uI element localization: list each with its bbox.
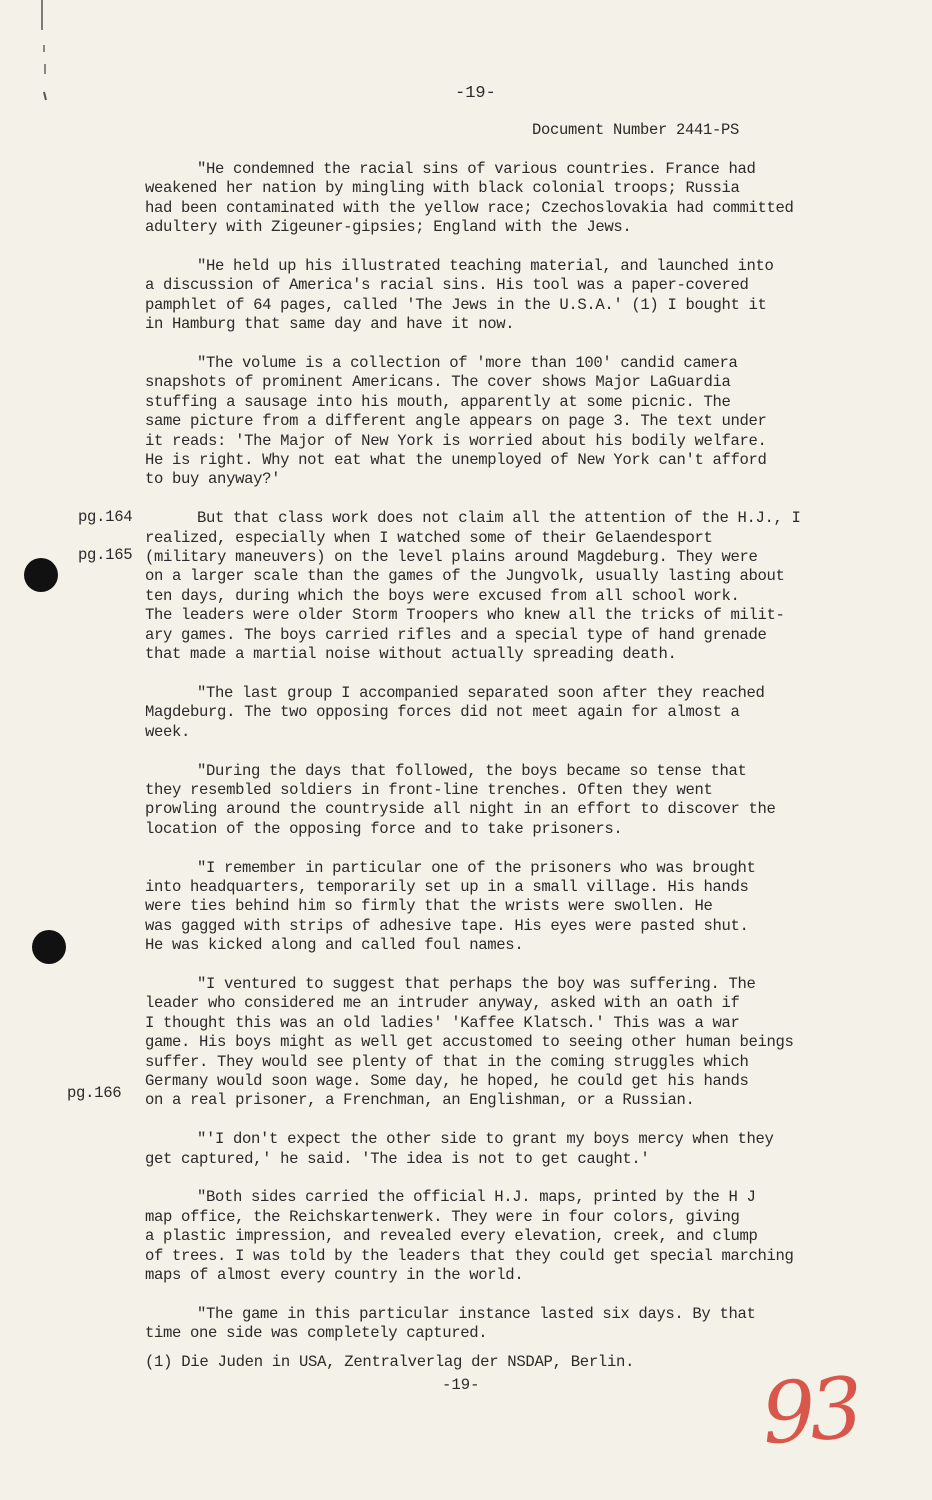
text-line: game. His boys might as well get accustomed to seeing other human beings (145, 1033, 794, 1052)
text-line: He is right. Why not eat what the unemployed of New York can't afford (145, 451, 767, 470)
text-line: get captured,' he said. 'The idea is not to get caught.' (145, 1149, 650, 1168)
text-line: snapshots of prominent Americans. The cover shows Major LaGuardia (145, 373, 731, 392)
text-line: "He condemned the racial sins of various countries. France had (197, 160, 756, 178)
text-line: Germany would soon wage. Some day, he hoped, he could get his hands (145, 1071, 749, 1090)
paragraph-9 (145, 1130, 857, 1169)
text-line: "The last group I accompanied separated soon after they reached (197, 683, 765, 702)
text-line: weakened her nation by mingling with black colonial troops; Russia (145, 179, 740, 198)
text-line: But that class work does not claim all the attention of the H.J., I (197, 509, 801, 528)
paragraph-2 (145, 257, 857, 335)
page-number-top: -19- (455, 84, 496, 103)
text-line: location of the opposing force and to take prisoners. (145, 819, 623, 838)
text-line: prowling around the countryside all night in an effort to discover the (145, 800, 776, 819)
edge-marks (38, 0, 52, 130)
text-line: to buy anyway?' (145, 470, 281, 489)
body-text (145, 160, 857, 1363)
text-line: The leaders were older Storm Troopers who knew all the tricks of milit- (145, 606, 785, 625)
text-line: on a real prisoner, a Frenchman, an Englishman, or a Russian. (145, 1091, 695, 1110)
page-number-bottom: -19- (442, 1376, 480, 1394)
text-line: ten days, during which the boys were excused from all school work. (145, 586, 740, 605)
text-line: "The volume is a collection of 'more than 100' candid camera (197, 354, 738, 373)
paragraph-8 (145, 975, 857, 1111)
text-line: of trees. I was told by the leaders that they could get special marching (145, 1246, 794, 1265)
text-line: "During the days that followed, the boys became so tense that (197, 761, 747, 780)
text-line: week. (145, 722, 191, 741)
punch-hole (32, 930, 66, 964)
text-line: "He held up his illustrated teaching material, and launched into (197, 257, 774, 276)
text-line: He was kicked along and called foul names. (145, 936, 524, 955)
text-line: that made a martial noise without actually spreading death. (145, 645, 677, 664)
paragraph-10 (145, 1188, 857, 1285)
text-line: Magdeburg. The two opposing forces did not meet again for almost a (145, 703, 740, 722)
text-line: pamphlet of 64 pages, called 'The Jews in the U.S.A.' (1) I bought it (145, 295, 767, 314)
text-line: was gagged with strips of adhesive tape. His eyes were pasted shut. (145, 916, 749, 935)
margin-ref-pg164: pg.164 (78, 508, 133, 526)
text-line: "Both sides carried the official H.J. maps, printed by the H J (197, 1188, 756, 1207)
text-line: (military maneuvers) on the level plains around Magdeburg. They were (145, 548, 758, 567)
text-line: were ties behind him so firmly that the wrists were swollen. He (145, 897, 713, 916)
text-line: "The game in this particular instance lasted six days. By that (197, 1304, 756, 1323)
text-line: on a larger scale than the games of the Jungvolk, usually lasting about (145, 567, 785, 586)
footnote: (1) Die Juden in USA, Zentralverlag der NSDAP, Berlin. (145, 1353, 635, 1371)
text-line: it reads: 'The Major of New York is worried about his bodily welfare. (145, 431, 767, 450)
text-line: same picture from a different angle appears on page 3. The text under (145, 412, 767, 431)
text-line: "'I don't expect the other side to grant my boys mercy when they (197, 1130, 774, 1149)
paragraph-3 (145, 354, 857, 490)
paragraph-7 (145, 859, 857, 956)
text-line: in Hamburg that same day and have it now. (145, 315, 515, 334)
paragraph-5 (145, 684, 857, 742)
text-line: a plastic impression, and revealed every elevation, creek, and clump (145, 1227, 758, 1246)
document-number: Document Number 2441-PS (532, 121, 740, 139)
paragraph-1 (145, 160, 857, 238)
text-line: maps of almost every country in the world. (145, 1266, 524, 1285)
text-line: "I ventured to suggest that perhaps the boy was suffering. The (197, 974, 756, 993)
text-line: they resembled soldiers in front-line trenches. Often they went (145, 780, 713, 799)
text-line: I thought this was an old ladies' 'Kaffee Klatsch.' This was a war (145, 1013, 740, 1032)
margin-ref-pg166: pg.166 (67, 1084, 122, 1102)
paragraph-4 (145, 509, 857, 664)
text-line: realized, especially when I watched some of their Gelaendesport (145, 528, 713, 547)
text-line: had been contaminated with the yellow race; Czechoslovakia had committed (145, 198, 794, 217)
handwritten-page-number: 93 (758, 1358, 861, 1464)
paragraph-6 (145, 762, 857, 840)
punch-hole (24, 558, 58, 592)
text-line: leader who considered me an intruder anyway, asked with an oath if (145, 994, 740, 1013)
text-line: "I remember in particular one of the prisoners who was brought (197, 858, 756, 877)
margin-ref-pg165: pg.165 (78, 546, 133, 564)
text-line: adultery with Zigeuner-gipsies; England with the Jews. (145, 218, 632, 237)
paragraph-11 (145, 1305, 857, 1344)
text-line: map office, the Reichskartenwerk. They were in four colors, giving (145, 1207, 740, 1226)
text-line: into headquarters, temporarily set up in a small village. His hands (145, 877, 749, 896)
text-line: time one side was completely captured. (145, 1324, 488, 1343)
text-line: ary games. The boys carried rifles and a special type of hand grenade (145, 625, 767, 644)
text-line: suffer. They would see plenty of that in the coming struggles which (145, 1052, 749, 1071)
text-line: stuffing a sausage into his mouth, apparently at some picnic. The (145, 392, 731, 411)
text-line: a discussion of America's racial sins. His tool was a paper-covered (145, 276, 749, 295)
